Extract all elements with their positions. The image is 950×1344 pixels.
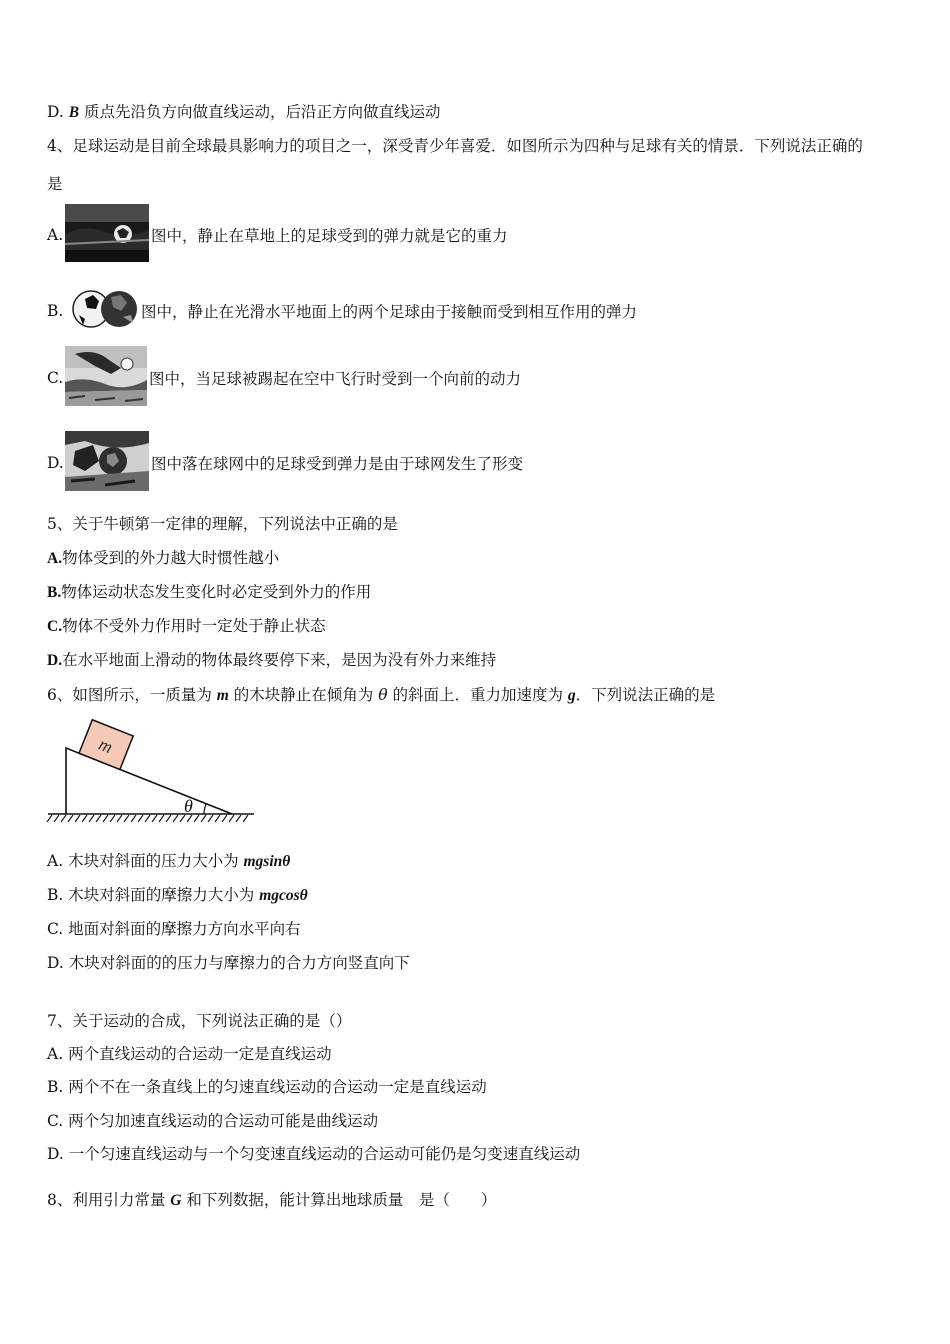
q6-option-d: D. 木块对斜面的的压力与摩擦力的合力方向竖直向下: [47, 954, 410, 972]
q5-option-b: B.物体运动状态发生变化时必定受到外力的作用: [47, 583, 372, 601]
q7-option-b: B. 两个不在一条直线上的匀速直线运动的合运动一定是直线运动: [47, 1078, 487, 1096]
q8-stem: 8、利用引力常量 G 和下列数据，能计算出地球质量 是（ ）: [47, 1191, 497, 1209]
q6-option-c: C. 地面对斜面的摩擦力方向水平向右: [47, 920, 301, 938]
q7-option-a: A. 两个直线运动的合运动一定是直线运动: [47, 1045, 332, 1063]
q6-stem: 6、如图所示，一质量为 m 的木块静止在倾角为 θ 的斜面上．重力加速度为 g．下列说法正确的是: [47, 686, 716, 704]
q7-stem: 7、关于运动的合成，下列说法正确的是（）: [47, 1012, 352, 1030]
q5-option-a: A.物体受到的外力越大时惯性越小: [47, 549, 280, 567]
var-b: B: [68, 104, 80, 121]
q5-stem: 5、关于牛顿第一定律的理解，下列说法中正确的是: [47, 515, 398, 533]
q5-option-d: D.在水平地面上滑动的物体最终要停下来，是因为没有外力来维持: [47, 651, 497, 669]
angle-label: θ: [184, 796, 193, 816]
q4-stem-line1: 4、足球运动是目前全球最具影响力的项目之一，深受青少年喜爱．如图所示为四种与足球有关的情景．下列说法正确的: [47, 137, 863, 155]
incline-figure: [46, 718, 258, 834]
q4-option-d: D. 图中落在球网中的足球受到弹力是由于球网发生了形变: [47, 432, 523, 494]
q4-option-c: C. 图中，当足球被踢起在空中飞行时受到一个向前的动力: [47, 347, 521, 409]
q5-option-c: C.物体不受外力作用时一定处于静止状态: [47, 617, 326, 635]
q4-option-a: A. 图中，静止在草地上的足球受到的弹力就是它的重力: [47, 205, 508, 265]
photo-ball-in-net: [65, 431, 149, 495]
q4-stem-line2: 是: [47, 175, 63, 193]
photo-ball-on-grass: [65, 204, 149, 266]
photo-kicked-ball: [65, 346, 147, 410]
photo-two-balls: [71, 285, 139, 337]
block-label: m: [95, 733, 116, 758]
q6-option-b: B. 木块对斜面的摩擦力大小为 mgcosθ: [47, 886, 308, 904]
q4-option-b: B. 图中，静止在光滑水平地面上的两个足球由于接触而受到相互作用的弹力: [47, 285, 637, 337]
q7-option-d: D. 一个匀速直线运动与一个匀变速直线运动的合运动可能仍是匀变速直线运动: [47, 1145, 581, 1163]
q6-option-a: A. 木块对斜面的压力大小为 mgsinθ: [47, 852, 291, 870]
q3-option-d: D. B 质点先沿负方向做直线运动，后沿正方向做直线运动: [47, 103, 441, 121]
q7-option-c: C. 两个匀加速直线运动的合运动可能是曲线运动: [47, 1112, 379, 1130]
